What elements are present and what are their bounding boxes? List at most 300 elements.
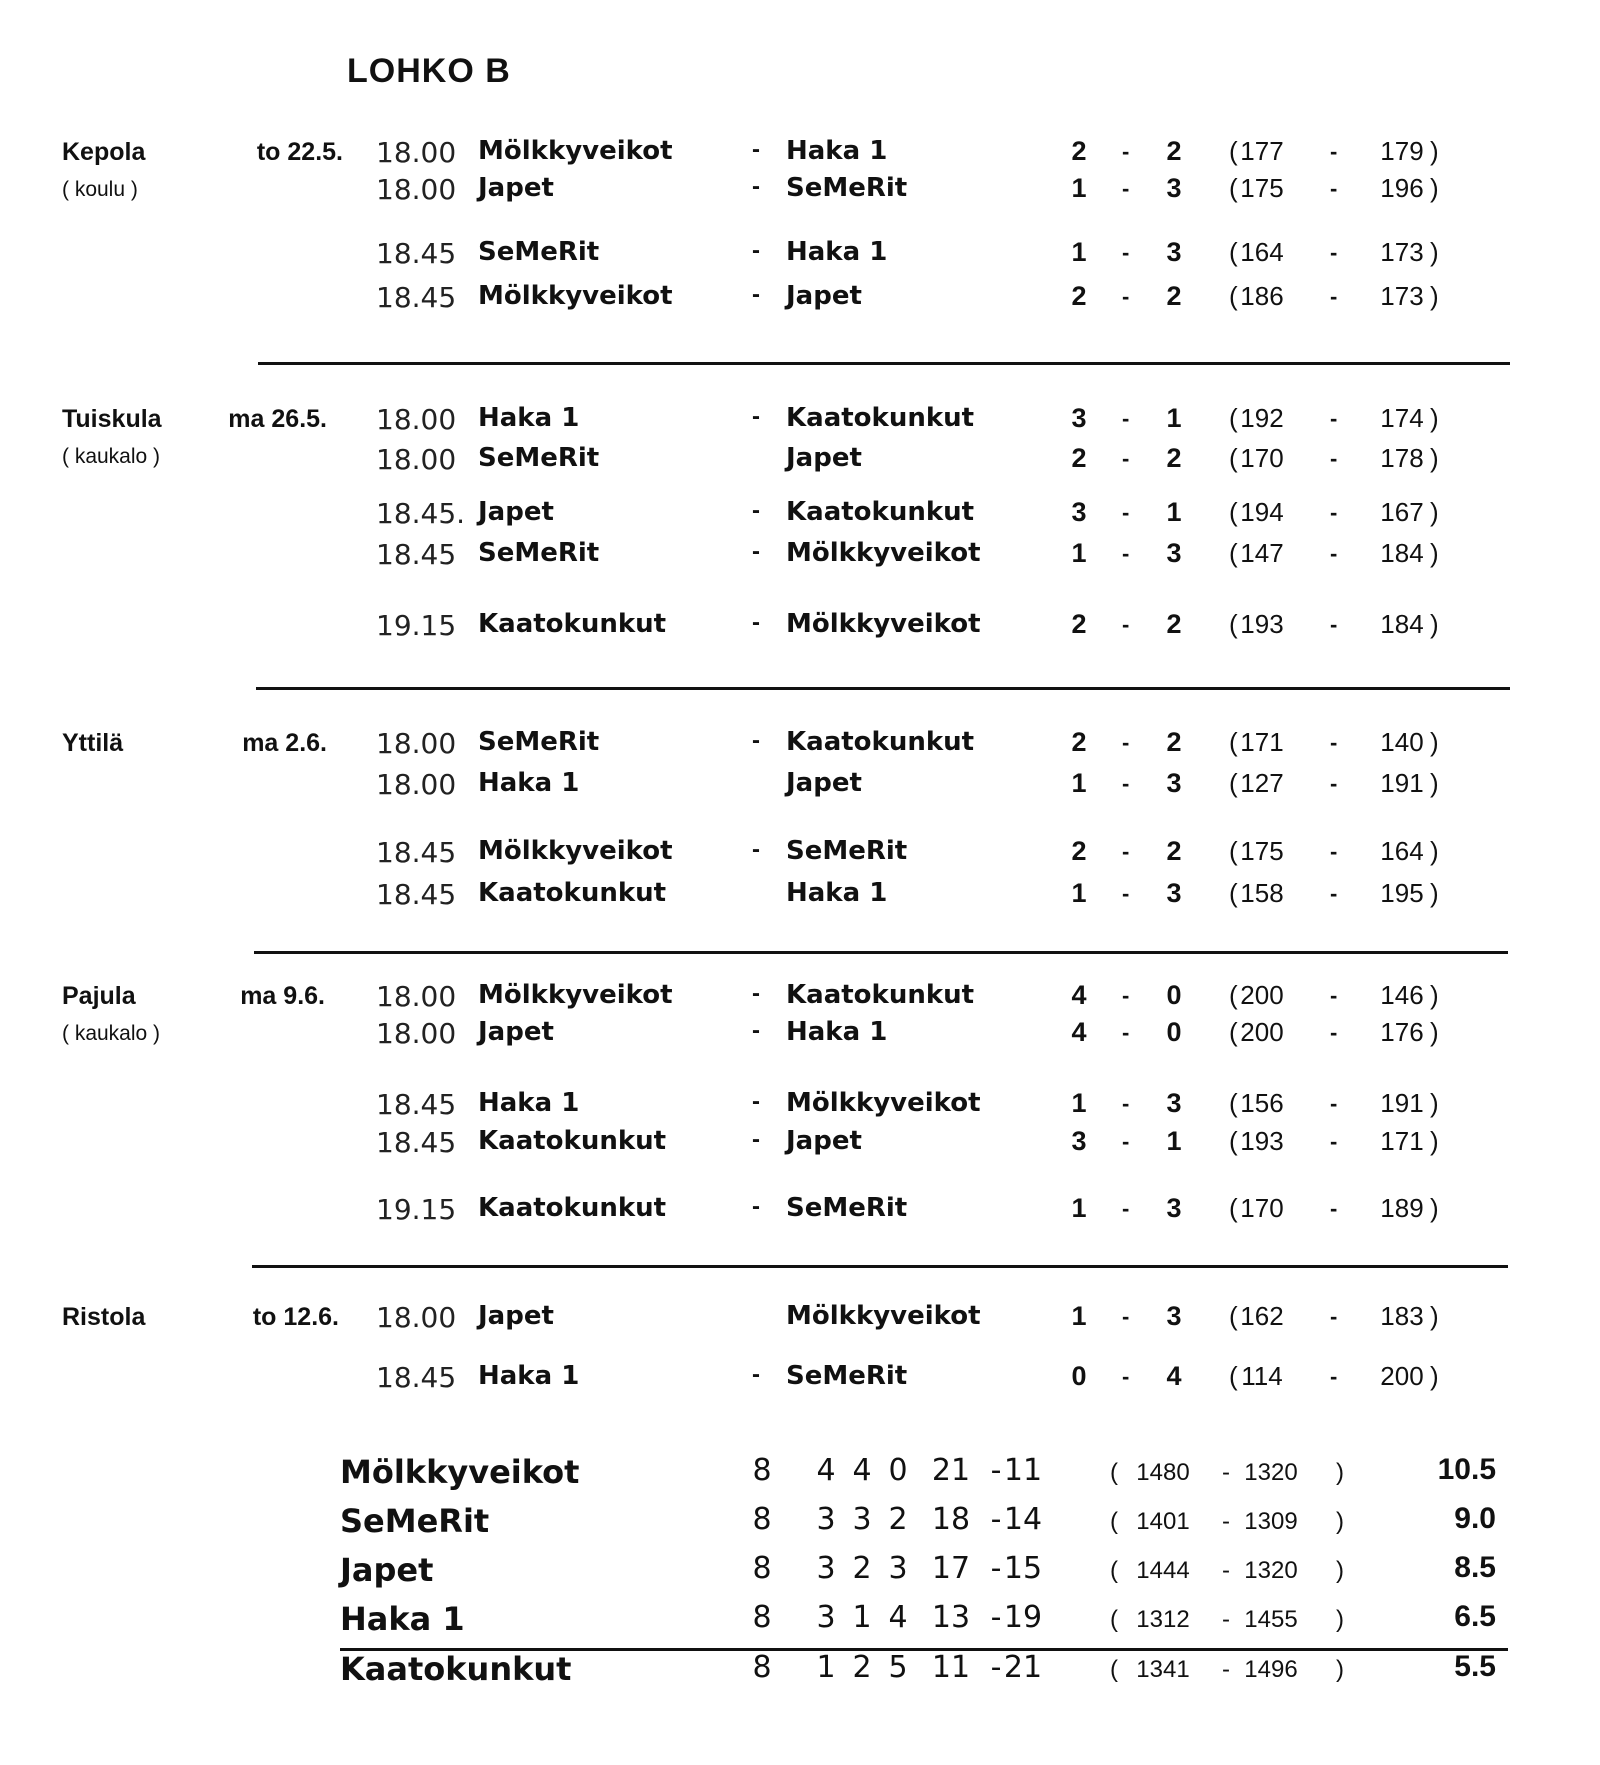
score-separator: -	[1122, 139, 1130, 164]
close-paren: )	[1430, 878, 1439, 908]
away-team: Haka 1	[786, 136, 888, 166]
away-team: Mölkkyveikot	[786, 538, 981, 568]
match-time: 18.00	[376, 403, 457, 436]
open-paren: (	[1229, 609, 1238, 639]
home-score: 3	[1071, 497, 1087, 527]
score-separator: -	[1122, 1020, 1130, 1045]
points-separator: -	[1222, 1459, 1230, 1486]
away-score: 3	[1166, 1301, 1182, 1331]
team-separator: -	[752, 980, 760, 1007]
home-points: 200	[1240, 1017, 1284, 1047]
home-points: 171	[1240, 727, 1284, 757]
home-points: 114	[1241, 1361, 1283, 1391]
section-divider	[252, 1265, 1508, 1268]
points-separator: -	[1330, 839, 1338, 864]
home-score: 2	[1071, 443, 1087, 473]
draws: 4	[852, 1453, 872, 1488]
home-score: 1	[1071, 1193, 1087, 1223]
score-separator: -	[1122, 612, 1130, 637]
losses: 3	[888, 1551, 908, 1586]
points-separator: -	[1330, 1304, 1338, 1329]
home-score: 4	[1071, 1017, 1087, 1047]
away-score: 2	[1166, 136, 1182, 166]
close-paren: )	[1430, 1126, 1439, 1156]
home-score: 4	[1071, 980, 1087, 1010]
close-paren: )	[1430, 497, 1439, 527]
open-paren: (	[1110, 1656, 1118, 1683]
open-paren: (	[1229, 173, 1238, 203]
away-team: SeMeRit	[786, 1361, 908, 1391]
match-row	[62, 497, 1512, 537]
standings-row	[0, 1600, 1600, 1648]
away-points: 183	[1380, 1301, 1424, 1331]
close-paren: )	[1430, 443, 1439, 473]
away-points: 184	[1380, 538, 1424, 568]
close-paren: )	[1336, 1606, 1344, 1633]
home-score: 2	[1071, 281, 1087, 311]
open-paren: (	[1229, 1361, 1238, 1391]
match-row	[62, 136, 1512, 176]
close-paren: )	[1430, 1361, 1439, 1391]
home-points: 162	[1240, 1301, 1284, 1331]
home-points: 200	[1240, 980, 1284, 1010]
score-separator: -	[1122, 839, 1130, 864]
away-points: 173	[1380, 281, 1424, 311]
home-score: 1	[1071, 1301, 1087, 1331]
close-paren: )	[1430, 173, 1439, 203]
close-paren: )	[1430, 136, 1439, 166]
points-separator: -	[1222, 1508, 1230, 1535]
points-against: 1496	[1244, 1656, 1298, 1683]
draws: 2	[852, 1650, 872, 1685]
match-time: 18.45	[376, 1126, 457, 1159]
team-separator: -	[752, 403, 760, 430]
home-score: 2	[1071, 836, 1087, 866]
score-separator: -	[1122, 881, 1130, 906]
points-separator: -	[1222, 1557, 1230, 1584]
points-separator: -	[1330, 771, 1338, 796]
match-row	[62, 443, 1512, 483]
date: 9.6.	[283, 982, 325, 1010]
open-paren: (	[1229, 136, 1238, 166]
date: 22.5.	[287, 138, 343, 166]
home-score: 1	[1071, 237, 1087, 267]
section-divider	[256, 687, 1510, 690]
away-points: 191	[1380, 768, 1424, 798]
points-against: 1309	[1244, 1508, 1298, 1535]
games-separator: -	[990, 1502, 1002, 1537]
close-paren: )	[1430, 538, 1439, 568]
away-points: 140	[1380, 727, 1424, 757]
away-team: Kaatokunkut	[786, 497, 975, 527]
games-for: 17	[931, 1551, 971, 1586]
games-separator: -	[990, 1453, 1002, 1488]
draws: 1	[852, 1600, 872, 1635]
home-points: 158	[1240, 878, 1284, 908]
match-row	[62, 173, 1512, 213]
venue-location: Ristola	[62, 1303, 146, 1331]
away-score: 3	[1166, 1193, 1182, 1223]
home-team: Haka 1	[478, 1361, 580, 1391]
score-separator: -	[1122, 730, 1130, 755]
team-separator: -	[752, 538, 760, 565]
home-points: 177	[1240, 136, 1284, 166]
away-points: 174	[1380, 403, 1424, 433]
away-score: 3	[1166, 538, 1182, 568]
away-score: 3	[1166, 173, 1182, 203]
away-team: Haka 1	[786, 878, 888, 908]
weekday: ma	[240, 982, 277, 1010]
standing-team: Mölkkyveikot	[340, 1453, 580, 1491]
losses: 0	[888, 1453, 908, 1488]
score-separator: -	[1122, 1091, 1130, 1116]
open-paren: (	[1110, 1557, 1118, 1584]
home-team: Japet	[478, 497, 554, 527]
away-team: Kaatokunkut	[786, 403, 975, 433]
team-separator: -	[752, 281, 760, 308]
away-points: 184	[1380, 609, 1424, 639]
away-score: 0	[1166, 1017, 1182, 1047]
games-separator: -	[990, 1650, 1002, 1685]
home-score: 2	[1071, 609, 1087, 639]
away-points: 196	[1380, 173, 1424, 203]
match-time: 18.45	[376, 237, 457, 270]
home-team: Mölkkyveikot	[478, 980, 673, 1010]
open-paren: (	[1110, 1459, 1118, 1486]
open-paren: (	[1229, 538, 1238, 568]
team-separator: -	[752, 1088, 760, 1115]
home-points: 170	[1240, 443, 1284, 473]
games-against: 15	[1003, 1551, 1043, 1586]
home-score: 3	[1071, 403, 1087, 433]
home-team: SeMeRit	[478, 237, 600, 267]
home-points: 164	[1240, 237, 1284, 267]
points-separator: -	[1330, 541, 1338, 566]
team-separator: -	[752, 237, 760, 264]
team-separator: -	[752, 836, 760, 863]
away-points: 179	[1380, 136, 1424, 166]
home-team: SeMeRit	[478, 727, 600, 757]
home-points: 175	[1240, 173, 1284, 203]
home-team: Kaatokunkut	[478, 1193, 667, 1223]
away-team: SeMeRit	[786, 836, 908, 866]
home-points: 186	[1240, 281, 1284, 311]
home-score: 1	[1071, 173, 1087, 203]
weekday: to	[256, 138, 281, 166]
team-separator: -	[752, 173, 760, 200]
match-row	[62, 727, 1512, 767]
away-points: 195	[1380, 878, 1424, 908]
score-separator: -	[1122, 284, 1130, 309]
team-separator: -	[752, 1193, 760, 1220]
match-row	[62, 1017, 1512, 1057]
home-points: 193	[1240, 1126, 1284, 1156]
games-for: 13	[931, 1600, 971, 1635]
match-row	[62, 538, 1512, 578]
home-score: 2	[1071, 727, 1087, 757]
home-team: Kaatokunkut	[478, 609, 667, 639]
games-played: 8	[752, 1600, 772, 1635]
away-points: 167	[1380, 497, 1424, 527]
home-team: Mölkkyveikot	[478, 836, 673, 866]
match-time: 18.45.	[376, 497, 466, 530]
away-score: 2	[1166, 727, 1182, 757]
away-score: 2	[1166, 836, 1182, 866]
match-row	[62, 281, 1512, 321]
away-points: 164	[1380, 836, 1424, 866]
away-points: 178	[1380, 443, 1424, 473]
standings-row	[0, 1650, 1600, 1698]
points-separator: -	[1330, 446, 1338, 471]
away-points: 176	[1380, 1017, 1424, 1047]
games-against: 21	[1003, 1650, 1043, 1685]
away-points: 171	[1380, 1126, 1424, 1156]
score-separator: -	[1122, 1304, 1130, 1329]
match-time: 18.45	[376, 878, 457, 911]
games-against: 14	[1003, 1502, 1043, 1537]
home-team: Haka 1	[478, 403, 580, 433]
points-separator: -	[1330, 983, 1338, 1008]
points-for: 1312	[1136, 1606, 1190, 1633]
home-score: 1	[1071, 768, 1087, 798]
away-score: 2	[1166, 609, 1182, 639]
match-row	[62, 403, 1512, 443]
score-separator: -	[1122, 1364, 1130, 1389]
draws: 3	[852, 1502, 872, 1537]
away-team: Japet	[786, 443, 862, 473]
home-team: Kaatokunkut	[478, 878, 667, 908]
open-paren: (	[1229, 497, 1238, 527]
away-score: 4	[1166, 1361, 1182, 1391]
standing-team: SeMeRit	[340, 1502, 490, 1540]
away-points: 191	[1380, 1088, 1424, 1118]
away-score: 3	[1166, 878, 1182, 908]
points-for: 1341	[1136, 1656, 1190, 1683]
home-points: 193	[1240, 609, 1284, 639]
away-score: 3	[1166, 237, 1182, 267]
home-team: SeMeRit	[478, 443, 600, 473]
open-paren: (	[1110, 1606, 1118, 1633]
close-paren: )	[1430, 836, 1439, 866]
open-paren: (	[1229, 836, 1238, 866]
away-team: Haka 1	[786, 237, 888, 267]
score-separator: -	[1122, 541, 1130, 566]
section-divider	[258, 362, 1510, 365]
match-time: 18.00	[376, 768, 457, 801]
match-time: 18.00	[376, 727, 457, 760]
home-points: 156	[1240, 1088, 1284, 1118]
close-paren: )	[1430, 1301, 1439, 1331]
wins: 3	[816, 1502, 836, 1537]
team-separator: -	[752, 497, 760, 524]
away-team: Japet	[786, 768, 862, 798]
wins: 4	[816, 1453, 836, 1488]
home-team: Haka 1	[478, 768, 580, 798]
games-played: 8	[752, 1551, 772, 1586]
score-separator: -	[1122, 446, 1130, 471]
standings-row	[0, 1453, 1600, 1501]
away-team: Haka 1	[786, 1017, 888, 1047]
close-paren: )	[1430, 1017, 1439, 1047]
home-points: 194	[1240, 497, 1284, 527]
match-time: 18.00	[376, 136, 457, 169]
away-team: Mölkkyveikot	[786, 609, 981, 639]
venue-location: Yttilä	[62, 729, 124, 757]
total-points: 9.0	[1454, 1502, 1496, 1535]
match-time: 18.00	[376, 443, 457, 476]
score-separator: -	[1122, 406, 1130, 431]
date: 2.6.	[285, 729, 327, 757]
close-paren: )	[1430, 1088, 1439, 1118]
home-team: Mölkkyveikot	[478, 281, 673, 311]
close-paren: )	[1430, 768, 1439, 798]
points-separator: -	[1330, 1020, 1338, 1045]
open-paren: (	[1229, 237, 1238, 267]
match-row	[62, 1361, 1512, 1401]
home-team: Mölkkyveikot	[478, 136, 673, 166]
away-score: 3	[1166, 768, 1182, 798]
home-score: 1	[1071, 878, 1087, 908]
total-points: 10.5	[1437, 1453, 1496, 1486]
team-separator: -	[752, 1017, 760, 1044]
points-separator: -	[1330, 1091, 1338, 1116]
match-row	[62, 609, 1512, 649]
open-paren: (	[1229, 1301, 1238, 1331]
team-separator: -	[752, 136, 760, 163]
open-paren: (	[1229, 768, 1238, 798]
match-row	[62, 1301, 1512, 1341]
home-team: Japet	[478, 1017, 554, 1047]
points-separator: -	[1330, 1129, 1338, 1154]
open-paren: (	[1229, 980, 1238, 1010]
match-time: 18.45	[376, 836, 457, 869]
open-paren: (	[1229, 1193, 1238, 1223]
away-team: Kaatokunkut	[786, 727, 975, 757]
score-separator: -	[1122, 983, 1130, 1008]
close-paren: )	[1430, 727, 1439, 757]
games-against: 11	[1003, 1453, 1043, 1488]
total-points: 8.5	[1454, 1551, 1496, 1584]
away-score: 2	[1166, 443, 1182, 473]
away-points: 189	[1380, 1193, 1424, 1223]
away-points: 146	[1380, 980, 1424, 1010]
losses: 4	[888, 1600, 908, 1635]
points-for: 1444	[1136, 1557, 1190, 1584]
venue-sublabel: ( kaukalo )	[62, 445, 161, 468]
match-time: 18.45	[376, 538, 457, 571]
points-separator: -	[1330, 139, 1338, 164]
games-separator: -	[990, 1600, 1002, 1635]
points-separator: -	[1222, 1656, 1230, 1683]
open-paren: (	[1110, 1508, 1118, 1535]
points-separator: -	[1330, 406, 1338, 431]
page-title: LOHKO B	[347, 52, 511, 90]
wins: 1	[816, 1650, 836, 1685]
away-score: 2	[1166, 281, 1182, 311]
away-team: SeMeRit	[786, 1193, 908, 1223]
open-paren: (	[1229, 403, 1238, 433]
match-row	[62, 1193, 1512, 1233]
match-time: 18.45	[376, 281, 457, 314]
points-separator: -	[1330, 284, 1338, 309]
points-separator: -	[1330, 881, 1338, 906]
match-time: 18.00	[376, 1301, 457, 1334]
score-separator: -	[1122, 1196, 1130, 1221]
home-team: SeMeRit	[478, 538, 600, 568]
away-team: Mölkkyveikot	[786, 1088, 981, 1118]
match-time: 18.00	[376, 1017, 457, 1050]
home-score: 0	[1071, 1361, 1087, 1391]
match-row	[62, 1088, 1512, 1128]
venue-location: Pajula	[62, 982, 136, 1010]
match-row	[62, 980, 1512, 1020]
venue-sublabel: ( kaukalo )	[62, 1022, 161, 1045]
games-played: 8	[752, 1502, 772, 1537]
close-paren: )	[1336, 1656, 1344, 1683]
home-score: 2	[1071, 136, 1087, 166]
losses: 5	[888, 1650, 908, 1685]
open-paren: (	[1229, 1126, 1238, 1156]
close-paren: )	[1336, 1557, 1344, 1584]
match-time: 18.00	[376, 980, 457, 1013]
points-separator: -	[1330, 612, 1338, 637]
home-team: Japet	[478, 1301, 554, 1331]
score-separator: -	[1122, 1129, 1130, 1154]
games-played: 8	[752, 1453, 772, 1488]
date: 26.5.	[271, 405, 327, 433]
venue-sublabel: ( koulu )	[62, 178, 138, 201]
points-separator: -	[1330, 730, 1338, 755]
home-team: Kaatokunkut	[478, 1126, 667, 1156]
score-separator: -	[1122, 771, 1130, 796]
open-paren: (	[1229, 443, 1238, 473]
points-separator: -	[1330, 500, 1338, 525]
open-paren: (	[1229, 281, 1238, 311]
team-separator: -	[752, 727, 760, 754]
draws: 2	[852, 1551, 872, 1586]
venue-location: Kepola	[62, 138, 146, 166]
close-paren: )	[1430, 980, 1439, 1010]
standing-team: Haka 1	[340, 1600, 465, 1638]
score-separator: -	[1122, 176, 1130, 201]
games-played: 8	[752, 1650, 772, 1685]
match-time: 19.15	[376, 609, 457, 642]
team-separator: -	[752, 609, 760, 636]
match-row	[62, 878, 1512, 918]
match-time: 19.15	[376, 1193, 457, 1226]
games-against: 19	[1003, 1600, 1043, 1635]
total-points: 6.5	[1454, 1600, 1496, 1633]
weekday: to	[252, 1303, 277, 1331]
close-paren: )	[1430, 1193, 1439, 1223]
home-team: Japet	[478, 173, 554, 203]
away-points: 173	[1380, 237, 1424, 267]
standing-team: Kaatokunkut	[340, 1650, 572, 1688]
close-paren: )	[1430, 609, 1439, 639]
games-for: 18	[931, 1502, 971, 1537]
away-points: 200	[1380, 1361, 1424, 1391]
weekday: ma	[228, 405, 265, 433]
points-against: 1320	[1244, 1557, 1298, 1584]
close-paren: )	[1336, 1459, 1344, 1486]
points-against: 1320	[1244, 1459, 1298, 1486]
away-score: 0	[1166, 980, 1182, 1010]
away-team: Kaatokunkut	[786, 980, 975, 1010]
away-score: 1	[1166, 1126, 1182, 1156]
points-for: 1480	[1136, 1459, 1190, 1486]
points-for: 1401	[1136, 1508, 1190, 1535]
date: 12.6.	[283, 1303, 339, 1331]
